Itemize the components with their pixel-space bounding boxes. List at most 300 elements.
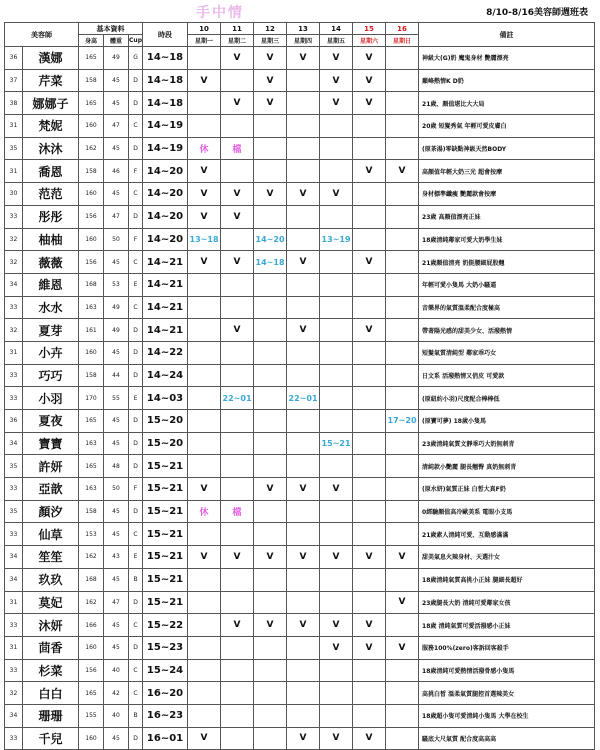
- height-cell: 162: [79, 591, 104, 614]
- day-cell: [287, 500, 320, 523]
- day-cell: [386, 69, 419, 92]
- table-header: [5, 23, 595, 47]
- day-cell: [188, 410, 221, 433]
- note-cell: (原茶湯)零缺點神級天然BODY: [419, 137, 595, 160]
- day-cell: [353, 296, 386, 319]
- day-cell: [188, 273, 221, 296]
- day-cell: 22~01: [221, 387, 254, 410]
- day-cell: [386, 500, 419, 523]
- height-cell: 165: [79, 682, 104, 705]
- table-row: [5, 568, 595, 591]
- name-cell: 莫妃: [23, 591, 79, 614]
- slot-cell: 14~20: [143, 228, 188, 251]
- day-cell: [320, 659, 353, 682]
- day-cell: [188, 455, 221, 478]
- weight-cell: 43: [104, 546, 129, 569]
- brand-title: 手中情: [196, 5, 244, 21]
- day-cell: [386, 659, 419, 682]
- day-cell: [386, 115, 419, 138]
- age-cell: 38: [5, 92, 23, 115]
- day-cell: V: [254, 92, 287, 115]
- day-cell: V: [386, 160, 419, 183]
- height-cell: 162: [79, 546, 104, 569]
- name-cell: 薇薇: [23, 251, 79, 274]
- age-cell: 37: [5, 69, 23, 92]
- day-cell: V: [353, 47, 386, 70]
- weight-cell: 48: [104, 455, 129, 478]
- note-cell: 服務100%(zero)客訴回客殺手: [419, 636, 595, 659]
- height-cell: 160: [79, 228, 104, 251]
- day-cell: [254, 568, 287, 591]
- day-cell: [386, 455, 419, 478]
- note-cell: 身材標準纖瘦 艷麗款會按摩: [419, 183, 595, 206]
- name-cell: 彤彤: [23, 205, 79, 228]
- day-cell: [221, 115, 254, 138]
- day-cell: [353, 432, 386, 455]
- day-cell: [188, 115, 221, 138]
- beautician-header: 美容師: [5, 23, 79, 47]
- day-cell: V: [353, 69, 386, 92]
- age-cell: 33: [5, 727, 23, 750]
- day-cell: V: [320, 546, 353, 569]
- day-cell: [287, 636, 320, 659]
- name-cell: 許妍: [23, 455, 79, 478]
- day-cell: [221, 704, 254, 727]
- day-cell: 13~18: [188, 228, 221, 251]
- day-cell: [320, 115, 353, 138]
- name-cell: 維恩: [23, 273, 79, 296]
- height-cell: 165: [79, 47, 104, 70]
- day-cell: [188, 47, 221, 70]
- day-cell: [353, 659, 386, 682]
- day-cell: [287, 296, 320, 319]
- name-cell: 梵妮: [23, 115, 79, 138]
- day-cell: [320, 500, 353, 523]
- day-cell: [320, 251, 353, 274]
- week-title: 8/10-8/16美容師週班表: [486, 8, 588, 18]
- weight-cell: 45: [104, 432, 129, 455]
- name-cell: 玖玖: [23, 568, 79, 591]
- age-cell: 35: [5, 455, 23, 478]
- height-cell: 158: [79, 364, 104, 387]
- day-cell: [353, 341, 386, 364]
- cup-cell: D: [129, 364, 143, 387]
- slot-cell: 15~21: [143, 455, 188, 478]
- cup-cell: C: [129, 183, 143, 206]
- weight-cell: 49: [104, 319, 129, 342]
- table-row: [5, 160, 595, 183]
- slot-cell: 15~22: [143, 614, 188, 637]
- cup-cell: D: [129, 500, 143, 523]
- day-cell: 14~20: [254, 228, 287, 251]
- day-cell: V: [287, 183, 320, 206]
- day-cell: [353, 273, 386, 296]
- cup-cell: C: [129, 523, 143, 546]
- weekday-header: 星期四: [287, 35, 320, 47]
- slot-cell: 14~20: [143, 160, 188, 183]
- note-cell: 騷底大尺氣質 配合度高高高: [419, 727, 595, 750]
- day-cell: [386, 432, 419, 455]
- weekday-header: 星期三: [254, 35, 287, 47]
- day-cell: [188, 364, 221, 387]
- age-cell: 32: [5, 682, 23, 705]
- day-cell: [386, 273, 419, 296]
- cup-cell: B: [129, 568, 143, 591]
- name-cell: 珊珊: [23, 704, 79, 727]
- day-cell: 14~18: [254, 251, 287, 274]
- day-cell: V: [221, 183, 254, 206]
- table-row: [5, 387, 595, 410]
- day-cell: [188, 387, 221, 410]
- day-cell: [254, 364, 287, 387]
- day-cell: V: [188, 205, 221, 228]
- day-cell: V: [188, 727, 221, 750]
- day-cell: V: [320, 727, 353, 750]
- day-cell: [188, 432, 221, 455]
- day-cell: [320, 205, 353, 228]
- slot-cell: 14~21: [143, 251, 188, 274]
- day-cell: [254, 160, 287, 183]
- day-cell: V: [254, 69, 287, 92]
- day-cell: [320, 387, 353, 410]
- day-date-header: 12: [254, 23, 287, 35]
- day-cell: V: [353, 92, 386, 115]
- day-cell: [386, 47, 419, 70]
- day-cell: [353, 591, 386, 614]
- day-cell: [254, 704, 287, 727]
- day-cell: [320, 591, 353, 614]
- weight-cell: 45: [104, 183, 129, 206]
- day-cell: 13~19: [320, 228, 353, 251]
- height-cell: 165: [79, 410, 104, 433]
- note-cell: 23歲腿長大奶 清純可愛鄰家女孩: [419, 591, 595, 614]
- cup-cell: E: [129, 546, 143, 569]
- day-cell: [221, 455, 254, 478]
- day-cell: [287, 137, 320, 160]
- day-cell: [320, 455, 353, 478]
- age-cell: 32: [5, 228, 23, 251]
- day-cell: [188, 614, 221, 637]
- day-cell: 休: [188, 500, 221, 523]
- slot-cell: 16~01: [143, 727, 188, 750]
- table-row: [5, 319, 595, 342]
- name-cell: 小卉: [23, 341, 79, 364]
- day-cell: [221, 568, 254, 591]
- note-cell: 18歲清純氣質高挑小正妹 腿細長超好: [419, 568, 595, 591]
- day-cell: [320, 137, 353, 160]
- cup-cell: G: [129, 47, 143, 70]
- height-cell: 168: [79, 568, 104, 591]
- slot-cell: 14~19: [143, 137, 188, 160]
- cup-cell: D: [129, 636, 143, 659]
- height-cell: 163: [79, 478, 104, 501]
- day-cell: [386, 251, 419, 274]
- day-cell: [386, 523, 419, 546]
- name-cell: 沐沐: [23, 137, 79, 160]
- day-cell: V: [254, 47, 287, 70]
- day-cell: V: [353, 546, 386, 569]
- slot-cell: 14~03: [143, 387, 188, 410]
- cup-cell: B: [129, 704, 143, 727]
- age-cell: 32: [5, 251, 23, 274]
- age-cell: 35: [5, 500, 23, 523]
- weight-cell: 47: [104, 115, 129, 138]
- height-cell: 170: [79, 387, 104, 410]
- day-cell: [254, 523, 287, 546]
- day-cell: [353, 455, 386, 478]
- day-cell: [254, 455, 287, 478]
- day-cell: [221, 341, 254, 364]
- age-cell: 33: [5, 523, 23, 546]
- height-cell: 163: [79, 296, 104, 319]
- weight-cell: 40: [104, 659, 129, 682]
- day-cell: 17~20: [386, 410, 419, 433]
- height-cell: 163: [79, 432, 104, 455]
- slot-cell: 16~23: [143, 704, 188, 727]
- day-cell: V: [287, 478, 320, 501]
- day-cell: [221, 636, 254, 659]
- day-cell: [221, 228, 254, 251]
- day-cell: [221, 364, 254, 387]
- note-cell: 高顏值年輕大奶三光 超會按摩: [419, 160, 595, 183]
- weight-cell: 45: [104, 727, 129, 750]
- schedule-table: [4, 22, 595, 750]
- height-cell: 168: [79, 273, 104, 296]
- slot-cell: 15~21: [143, 546, 188, 569]
- day-cell: [254, 137, 287, 160]
- day-cell: [287, 682, 320, 705]
- height-cell: 162: [79, 137, 104, 160]
- table-row: [5, 115, 595, 138]
- slot-cell: 14~20: [143, 205, 188, 228]
- table-row: [5, 205, 595, 228]
- weight-cell: 45: [104, 568, 129, 591]
- table-row: [5, 478, 595, 501]
- slot-cell: 15~21: [143, 591, 188, 614]
- table-row: [5, 228, 595, 251]
- table-row: [5, 432, 595, 455]
- day-cell: [386, 341, 419, 364]
- weight-cell: 55: [104, 387, 129, 410]
- height-cell: 160: [79, 183, 104, 206]
- day-cell: [287, 704, 320, 727]
- day-cell: [254, 387, 287, 410]
- slot-cell: 14~18: [143, 69, 188, 92]
- cup-cell: F: [129, 228, 143, 251]
- cup-cell: F: [129, 160, 143, 183]
- note-cell: 0經驗顏值高冷歐美系 電眼小支馬: [419, 500, 595, 523]
- cup-cell: D: [129, 319, 143, 342]
- slot-cell: 15~20: [143, 410, 188, 433]
- table-row: [5, 251, 595, 274]
- age-cell: 31: [5, 591, 23, 614]
- day-cell: [386, 727, 419, 750]
- day-cell: [320, 523, 353, 546]
- height-cell: 153: [79, 523, 104, 546]
- table-row: [5, 591, 595, 614]
- weekday-header: 星期日: [386, 35, 419, 47]
- slot-cell: 14~21: [143, 273, 188, 296]
- day-cell: V: [254, 183, 287, 206]
- cup-cell: C: [129, 251, 143, 274]
- note-cell: 神級大(G)奶 魔鬼身材 艷麗漂亮: [419, 47, 595, 70]
- table-row: [5, 727, 595, 750]
- day-cell: [254, 319, 287, 342]
- table-row: [5, 682, 595, 705]
- basic-info-header: 基本資料: [79, 23, 143, 35]
- age-cell: 34: [5, 704, 23, 727]
- day-cell: V: [386, 591, 419, 614]
- day-cell: [320, 319, 353, 342]
- day-cell: V: [320, 47, 353, 70]
- name-cell: 柚柚: [23, 228, 79, 251]
- table-row: [5, 273, 595, 296]
- weight-cell: 45: [104, 92, 129, 115]
- day-cell: [287, 432, 320, 455]
- table-row: [5, 183, 595, 206]
- day-cell: [386, 183, 419, 206]
- day-cell: V: [188, 160, 221, 183]
- day-cell: [188, 591, 221, 614]
- slot-header: 時段: [143, 23, 188, 47]
- height-cell: 156: [79, 251, 104, 274]
- day-cell: V: [320, 183, 353, 206]
- weight-cell: 49: [104, 296, 129, 319]
- day-cell: [188, 523, 221, 546]
- day-cell: [320, 682, 353, 705]
- day-cell: [254, 591, 287, 614]
- note-cell: 18歲超小隻可愛清純小隻馬 大學在校生: [419, 704, 595, 727]
- day-cell: [221, 160, 254, 183]
- age-cell: 33: [5, 205, 23, 228]
- day-cell: [254, 659, 287, 682]
- day-cell: V: [320, 478, 353, 501]
- day-date-header: 16: [386, 23, 419, 35]
- note-cell: 20歲 短髮秀氣 年輕可愛皮膚白: [419, 115, 595, 138]
- note-cell: 18歲 清純氣質可愛活潑感小正妹: [419, 614, 595, 637]
- day-cell: [353, 478, 386, 501]
- day-cell: [386, 478, 419, 501]
- note-cell: 巔峰熱情K D奶: [419, 69, 595, 92]
- day-cell: [386, 205, 419, 228]
- day-cell: V: [353, 251, 386, 274]
- cup-cell: C: [129, 296, 143, 319]
- note-cell: 23歲 高顏值漂亮正妹: [419, 205, 595, 228]
- name-cell: 白白: [23, 682, 79, 705]
- day-cell: [353, 387, 386, 410]
- slot-cell: 14~21: [143, 296, 188, 319]
- day-cell: V: [188, 69, 221, 92]
- weight-cell: 50: [104, 228, 129, 251]
- day-cell: V: [221, 546, 254, 569]
- name-cell: 仙草: [23, 523, 79, 546]
- cup-cell: C: [129, 115, 143, 138]
- table-row: [5, 523, 595, 546]
- age-cell: 36: [5, 410, 23, 433]
- table-row: [5, 410, 595, 433]
- weight-cell: 46: [104, 160, 129, 183]
- day-cell: [188, 659, 221, 682]
- day-cell: [287, 228, 320, 251]
- day-cell: [254, 682, 287, 705]
- day-cell: [353, 137, 386, 160]
- age-cell: 34: [5, 546, 23, 569]
- name-cell: 顏汐: [23, 500, 79, 523]
- day-cell: [287, 659, 320, 682]
- height-cell: 160: [79, 636, 104, 659]
- name-cell: 小羽: [23, 387, 79, 410]
- age-cell: 31: [5, 636, 23, 659]
- day-date-header: 13: [287, 23, 320, 35]
- note-cell: (原寶可夢) 18歲小隻馬: [419, 410, 595, 433]
- name-cell: 杉菜: [23, 659, 79, 682]
- cup-cell: F: [129, 478, 143, 501]
- weight-cell: 45: [104, 410, 129, 433]
- day-date-header: 15: [353, 23, 386, 35]
- day-cell: [386, 364, 419, 387]
- name-cell: 笙笙: [23, 546, 79, 569]
- day-cell: [221, 296, 254, 319]
- age-cell: 30: [5, 183, 23, 206]
- day-date-header: 14: [320, 23, 353, 35]
- day-cell: 15~21: [320, 432, 353, 455]
- height-cell: 155: [79, 704, 104, 727]
- day-cell: [221, 523, 254, 546]
- name-cell: 亞歆: [23, 478, 79, 501]
- day-cell: [386, 614, 419, 637]
- day-cell: [188, 682, 221, 705]
- note-cell: 年輕可愛小隻馬 大奶小騷逼: [419, 273, 595, 296]
- day-cell: [320, 704, 353, 727]
- day-cell: [320, 160, 353, 183]
- day-cell: V: [287, 727, 320, 750]
- day-cell: V: [386, 636, 419, 659]
- cup-cell: D: [129, 727, 143, 750]
- day-cell: V: [287, 319, 320, 342]
- day-cell: [221, 659, 254, 682]
- age-cell: 31: [5, 341, 23, 364]
- day-cell: [188, 704, 221, 727]
- day-cell: [386, 137, 419, 160]
- cup-cell: D: [129, 137, 143, 160]
- table-row: [5, 137, 595, 160]
- age-cell: 34: [5, 568, 23, 591]
- note-cell: 帶著陽光感的甜美少女、活潑熱情: [419, 319, 595, 342]
- table-row: [5, 47, 595, 70]
- day-cell: [221, 682, 254, 705]
- cup-cell: D: [129, 432, 143, 455]
- note-cell: 高挑白皙 溫柔氣質腿控首選辣美女: [419, 682, 595, 705]
- day-cell: V: [287, 47, 320, 70]
- weight-cell: 47: [104, 591, 129, 614]
- day-cell: V: [353, 727, 386, 750]
- height-cell: 156: [79, 659, 104, 682]
- day-cell: [287, 205, 320, 228]
- table-row: [5, 636, 595, 659]
- day-cell: V: [353, 319, 386, 342]
- height-cell: 156: [79, 205, 104, 228]
- day-cell: [386, 682, 419, 705]
- cup-cell: E: [129, 273, 143, 296]
- day-cell: [254, 500, 287, 523]
- weight-cell: 45: [104, 614, 129, 637]
- day-cell: [386, 92, 419, 115]
- table-row: [5, 659, 595, 682]
- day-cell: [188, 568, 221, 591]
- cup-cell: D: [129, 341, 143, 364]
- day-cell: 檔: [221, 500, 254, 523]
- slot-cell: 15~21: [143, 500, 188, 523]
